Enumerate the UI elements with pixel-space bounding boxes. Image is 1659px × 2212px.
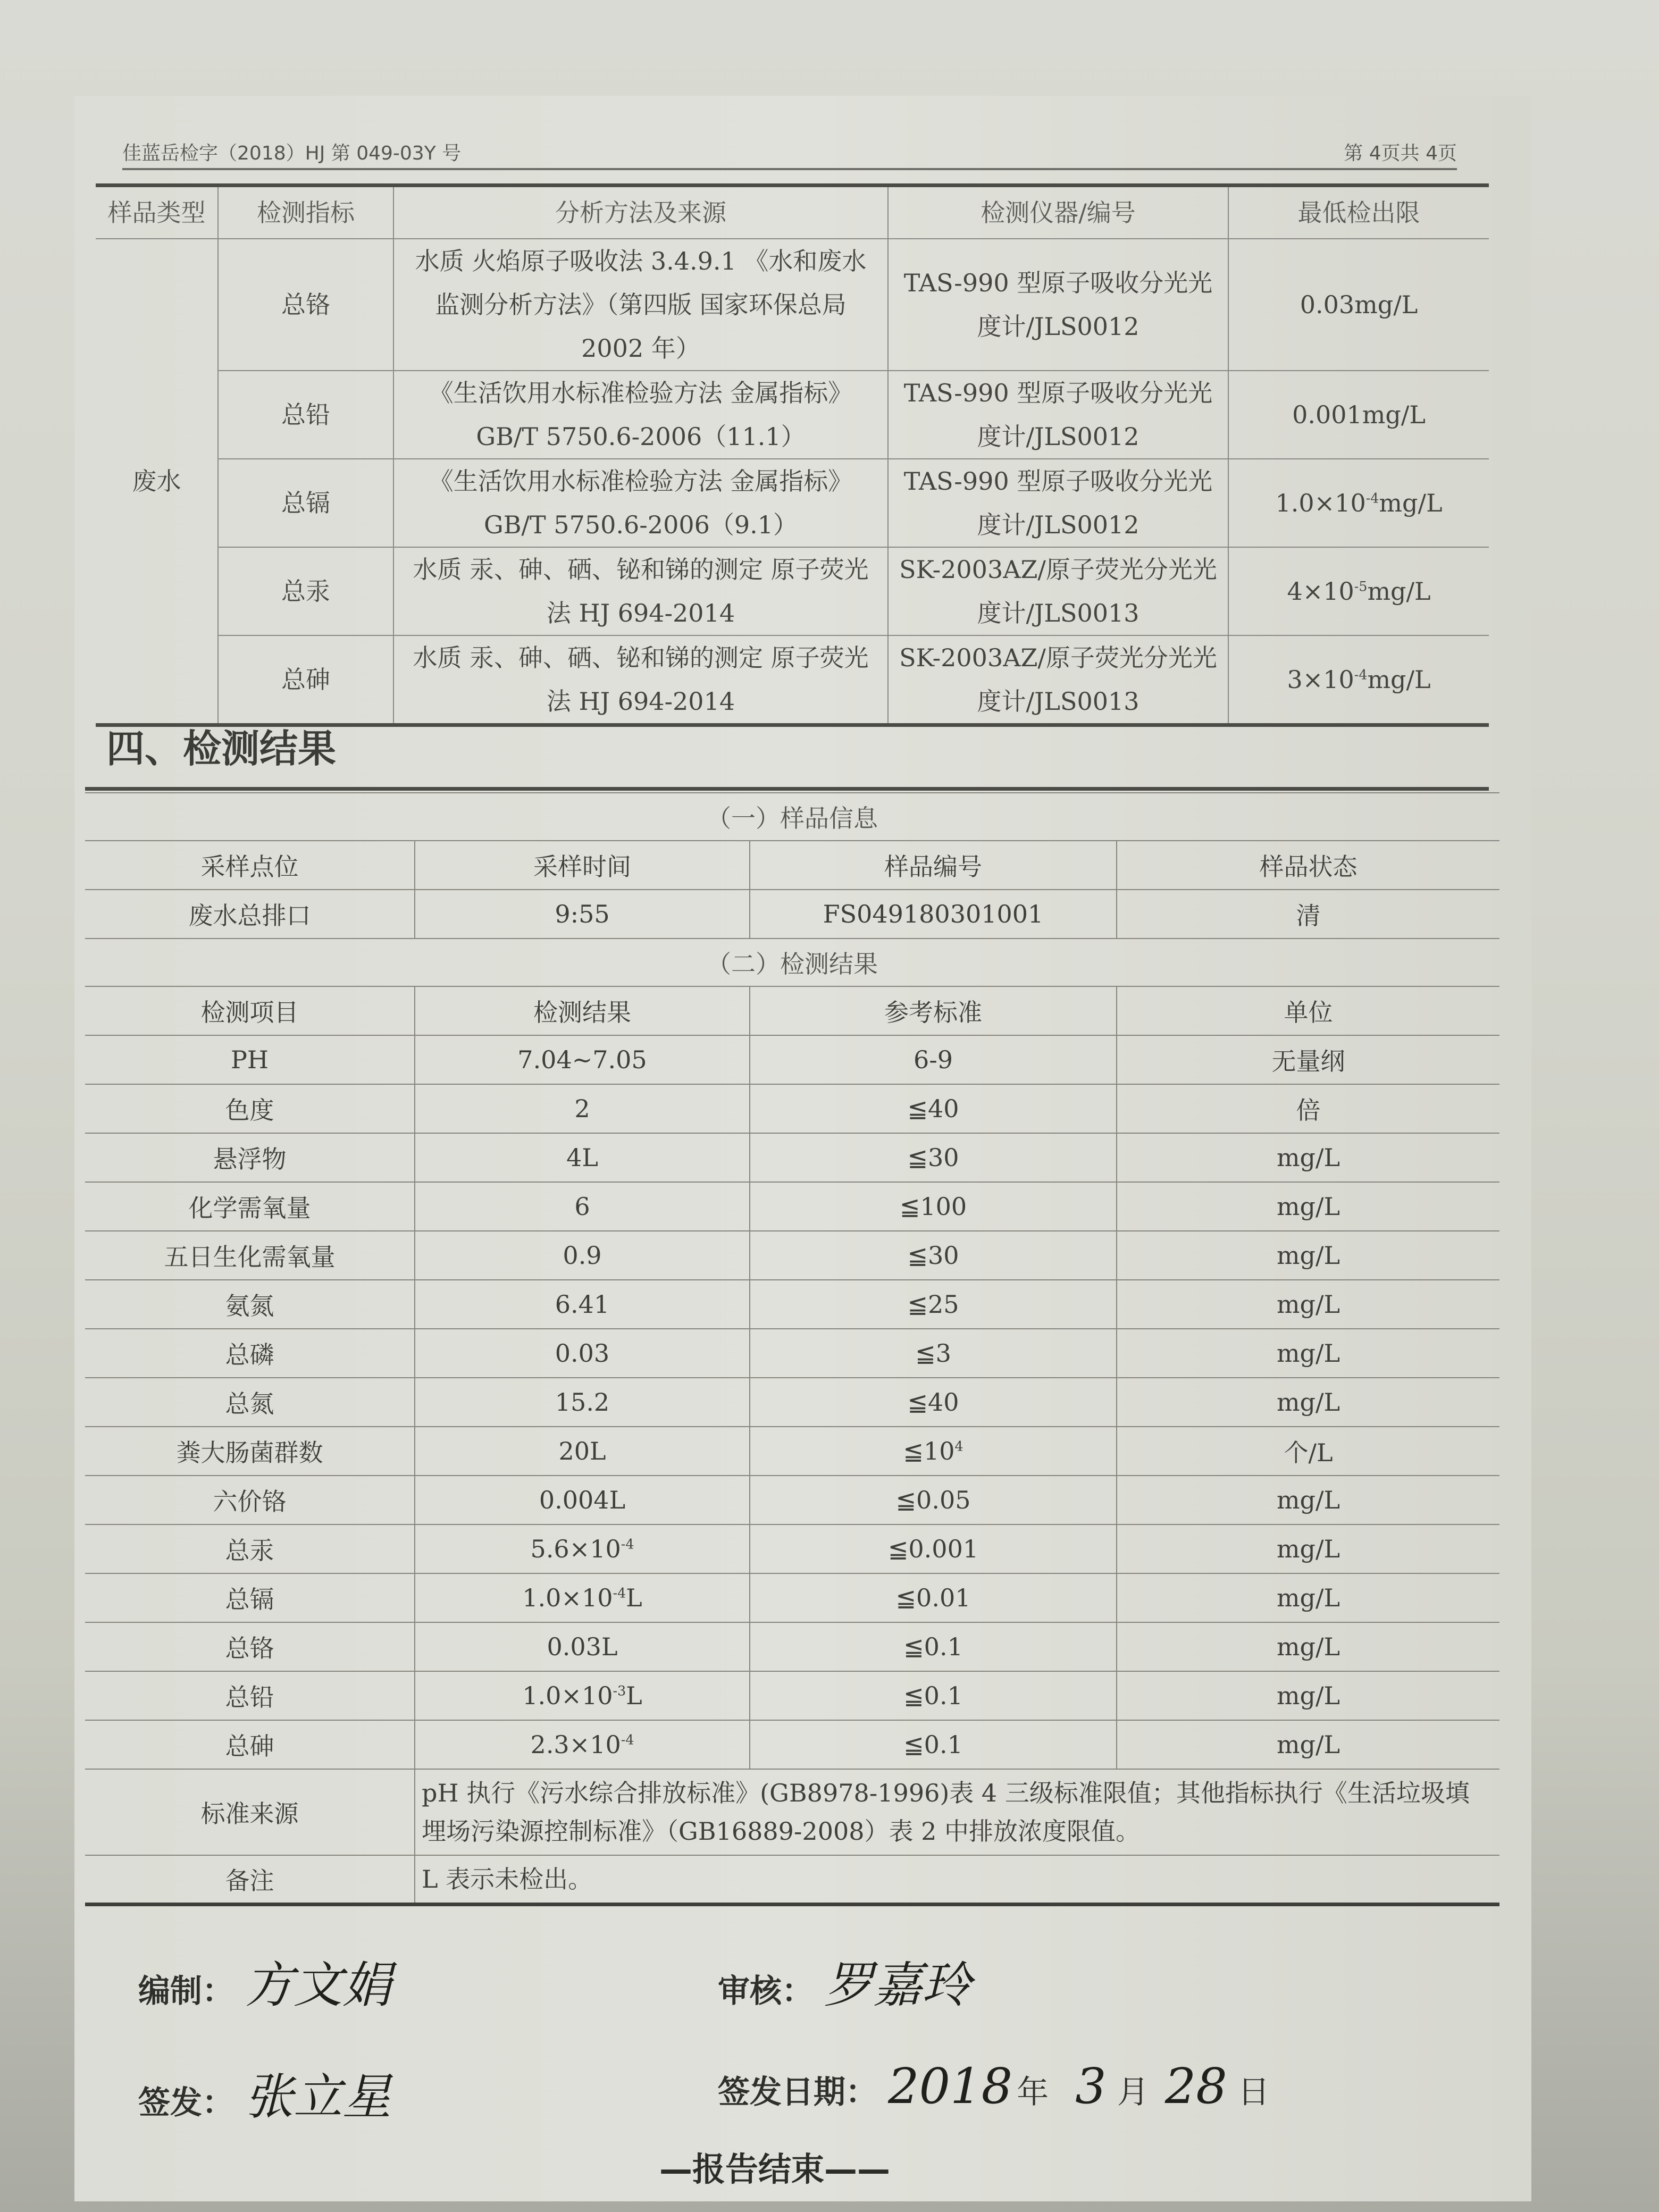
result-cell: 20L [415,1427,750,1476]
item-cell: 总砷 [85,1720,415,1769]
reviewed-label: 审核： [718,1973,814,2010]
remark-label: 备注 [85,1855,415,1905]
standard-cell: ≦3 [750,1329,1117,1378]
standard-cell: ≦0.001 [750,1524,1117,1573]
standard-cell: ≦0.1 [750,1720,1117,1769]
unit-cell: mg/L [1117,1133,1499,1182]
sampling-point: 废水总排口 [85,890,415,939]
sample-info-caption-row [85,793,1499,841]
item-cell: 总汞 [85,1524,415,1573]
table-row [85,1329,1499,1378]
unit-cell: mg/L [1117,1476,1499,1524]
reviewed-by [718,1946,971,2016]
compiled-signature: 方文娟 [245,1957,392,2014]
standard-source-text: pH 执行《污水综合排放标准》(GB8978-1996)表 4 三级标准限值；其他指标执行《生活垃圾填埋场污染源控制标准》（GB16889-2008）表 2 中排放浓度限值。 [415,1769,1499,1855]
unit-cell: mg/L [1117,1378,1499,1427]
item-cell: 六价铬 [85,1476,415,1524]
table-row [85,1182,1499,1231]
table-row [85,1231,1499,1280]
item-cell: 总铬 [85,1622,415,1671]
results-caption-row [85,939,1499,986]
issue-date: 签发日期： 2018 年 3 月 28 日 [718,2058,1270,2115]
page-indicator: 第 4页共 4页 [1344,143,1457,164]
standard-cell: ≦0.1 [750,1671,1117,1720]
unit-cell: 个/L [1117,1427,1499,1476]
results-caption: （二）检测结果 [85,939,1499,986]
limit-cell: $4\times 10^{-5}mg/L$ [1228,547,1489,635]
limit-cell: 0.001mg/L [1228,371,1489,459]
limit-cell: $3\times 10^{-4}mg/L$ [1228,635,1489,725]
col-standard: 参考标准 [750,986,1117,1035]
table-row [85,1133,1499,1182]
result-cell: 0.9 [415,1231,750,1280]
table-row [85,1622,1499,1671]
item-cell: 粪大肠菌群数 [85,1427,415,1476]
table-row [85,1720,1499,1769]
section-divider [85,787,1489,791]
col-sampling-time: 采样时间 [415,841,750,890]
standard-cell: 6-9 [750,1035,1117,1084]
result-cell: 15.2 [415,1378,750,1427]
standard-cell: ≦25 [750,1280,1117,1329]
result-cell: 2 [415,1084,750,1133]
sample-type-cell: 废水 [96,239,218,725]
result-cell: 0.03L [415,1622,750,1671]
results-table [85,792,1499,1906]
col-sample-type: 样品类型 [96,186,218,239]
item-cell: 总铅 [85,1671,415,1720]
unit-cell: mg/L [1117,1671,1499,1720]
instrument-cell: SK-2003AZ/原子荧光分光光度计/JLS0013 [888,635,1228,725]
col-detection-limit: 最低检出限 [1228,186,1489,239]
indicator-cell: 总铬 [218,239,393,371]
results-header-row [85,986,1499,1035]
table-row [85,1573,1499,1622]
item-cell: 五日生化需氧量 [85,1231,415,1280]
col-instrument: 检测仪器/编号 [888,186,1228,239]
item-cell: PH [85,1035,415,1084]
sample-state: 清 [1117,890,1499,939]
table-row [96,239,1489,371]
standard-cell: ≦0.1 [750,1622,1117,1671]
standard-cell: ≦0.05 [750,1476,1117,1524]
result-rows [85,1035,1499,1769]
method-cell: 《生活饮用水标准检验方法 金属指标》 GB/T 5750.6-2006（9.1） [393,459,888,547]
table-row [85,1524,1499,1573]
methods-header-row [96,186,1489,239]
result-cell: 7.04~7.05 [415,1035,750,1084]
method-cell: 水质 汞、砷、硒、铋和锑的测定 原子荧光法 HJ 694-2014 [393,547,888,635]
unit-cell: mg/L [1117,1524,1499,1573]
report-page [74,96,1531,2201]
result-cell: 6 [415,1182,750,1231]
report-end-marker: —报告结束—— [659,2150,891,2189]
table-row [85,1378,1499,1427]
remark-row [85,1855,1499,1905]
methods-table [96,183,1489,727]
limit-cell: 0.03mg/L [1228,239,1489,371]
result-cell: $5.6\times 10^{-4}$ [415,1524,750,1573]
method-cell: 水质 汞、砷、硒、铋和锑的测定 原子荧光法 HJ 694-2014 [393,635,888,725]
table-row [85,1280,1499,1329]
sample-info-caption: （一）样品信息 [85,793,1499,841]
unit-cell: mg/L [1117,1231,1499,1280]
issued-by [138,2058,391,2128]
unit-cell: mg/L [1117,1622,1499,1671]
standard-cell: $≦10^4$ [750,1427,1117,1476]
standard-source-label: 标准来源 [85,1769,415,1855]
sampling-time: 9:55 [415,890,750,939]
unit-cell: mg/L [1117,1329,1499,1378]
result-cell: $2.3\times 10^{-4}$ [415,1720,750,1769]
standard-source-row [85,1769,1499,1855]
col-unit: 单位 [1117,986,1499,1035]
col-item: 检测项目 [85,986,415,1035]
table-row [96,547,1489,635]
unit-cell: mg/L [1117,1720,1499,1769]
standard-cell: ≦0.01 [750,1573,1117,1622]
instrument-cell: SK-2003AZ/原子荧光分光光度计/JLS0013 [888,547,1228,635]
remark-text: L 表示未检出。 [415,1855,1499,1905]
unit-cell: mg/L [1117,1182,1499,1231]
table-row [85,1427,1499,1476]
standard-cell: ≦30 [750,1231,1117,1280]
unit-cell: mg/L [1117,1573,1499,1622]
item-cell: 总磷 [85,1329,415,1378]
issued-signature: 张立星 [245,2068,392,2125]
col-indicator: 检测指标 [218,186,393,239]
item-cell: 总镉 [85,1573,415,1622]
col-method: 分析方法及来源 [393,186,888,239]
sample-id: FS049180301001 [750,890,1117,939]
standard-cell: ≦100 [750,1182,1117,1231]
indicator-cell: 总铅 [218,371,393,459]
indicator-cell: 总砷 [218,635,393,725]
result-cell: 0.03 [415,1329,750,1378]
col-sample-state: 样品状态 [1117,841,1499,890]
result-cell: 6.41 [415,1280,750,1329]
result-cell: 0.004L [415,1476,750,1524]
table-row [96,371,1489,459]
standard-cell: ≦30 [750,1133,1117,1182]
reviewed-signature: 罗嘉玲 [824,1957,971,2014]
compiled-by [138,1946,391,2016]
col-sample-id: 样品编号 [750,841,1117,890]
method-cell: 《生活饮用水标准检验方法 金属指标》 GB/T 5750.6-2006（11.1） [393,371,888,459]
instrument-cell: TAS-990 型原子吸收分光光度计/JLS0012 [888,371,1228,459]
limit-cell: $1.0\times 10^{-4}mg/L$ [1228,459,1489,547]
page-header [122,122,1457,170]
item-cell: 化学需氧量 [85,1182,415,1231]
unit-cell: 倍 [1117,1084,1499,1133]
table-row [85,1476,1499,1524]
indicator-cell: 总镉 [218,459,393,547]
item-cell: 氨氮 [85,1280,415,1329]
issue-date-label: 签发日期： [718,2074,877,2111]
result-cell: $1.0\times 10^{-3}L$ [415,1671,750,1720]
method-cell: 水质 火焰原子吸收法 3.4.9.1 《水和废水监测分析方法》（第四版 国家环保总局 2002 年） [393,239,888,371]
issued-label: 签发： [138,2084,234,2122]
section-title: 四、检测结果 [106,726,337,771]
report-number: 佳蓝岳检字（2018）HJ 第 049-03Y 号 [122,143,462,164]
instrument-cell: TAS-990 型原子吸收分光光度计/JLS0012 [888,459,1228,547]
result-cell: 4L [415,1133,750,1182]
item-cell: 总氮 [85,1378,415,1427]
standard-cell: ≦40 [750,1378,1117,1427]
table-row [85,1084,1499,1133]
unit-cell: mg/L [1117,1280,1499,1329]
result-cell: $1.0\times 10^{-4}L$ [415,1573,750,1622]
item-cell: 悬浮物 [85,1133,415,1182]
col-result: 检测结果 [415,986,750,1035]
col-sampling-point: 采样点位 [85,841,415,890]
indicator-cell: 总汞 [218,547,393,635]
sample-info-header-row [85,841,1499,890]
sample-info-row [85,890,1499,939]
table-row [96,459,1489,547]
table-row [85,1671,1499,1720]
unit-cell: 无量纲 [1117,1035,1499,1084]
table-row [96,635,1489,725]
compiled-label: 编制： [138,1973,234,2010]
instrument-cell: TAS-990 型原子吸收分光光度计/JLS0012 [888,239,1228,371]
item-cell: 色度 [85,1084,415,1133]
table-row [85,1035,1499,1084]
standard-cell: ≦40 [750,1084,1117,1133]
